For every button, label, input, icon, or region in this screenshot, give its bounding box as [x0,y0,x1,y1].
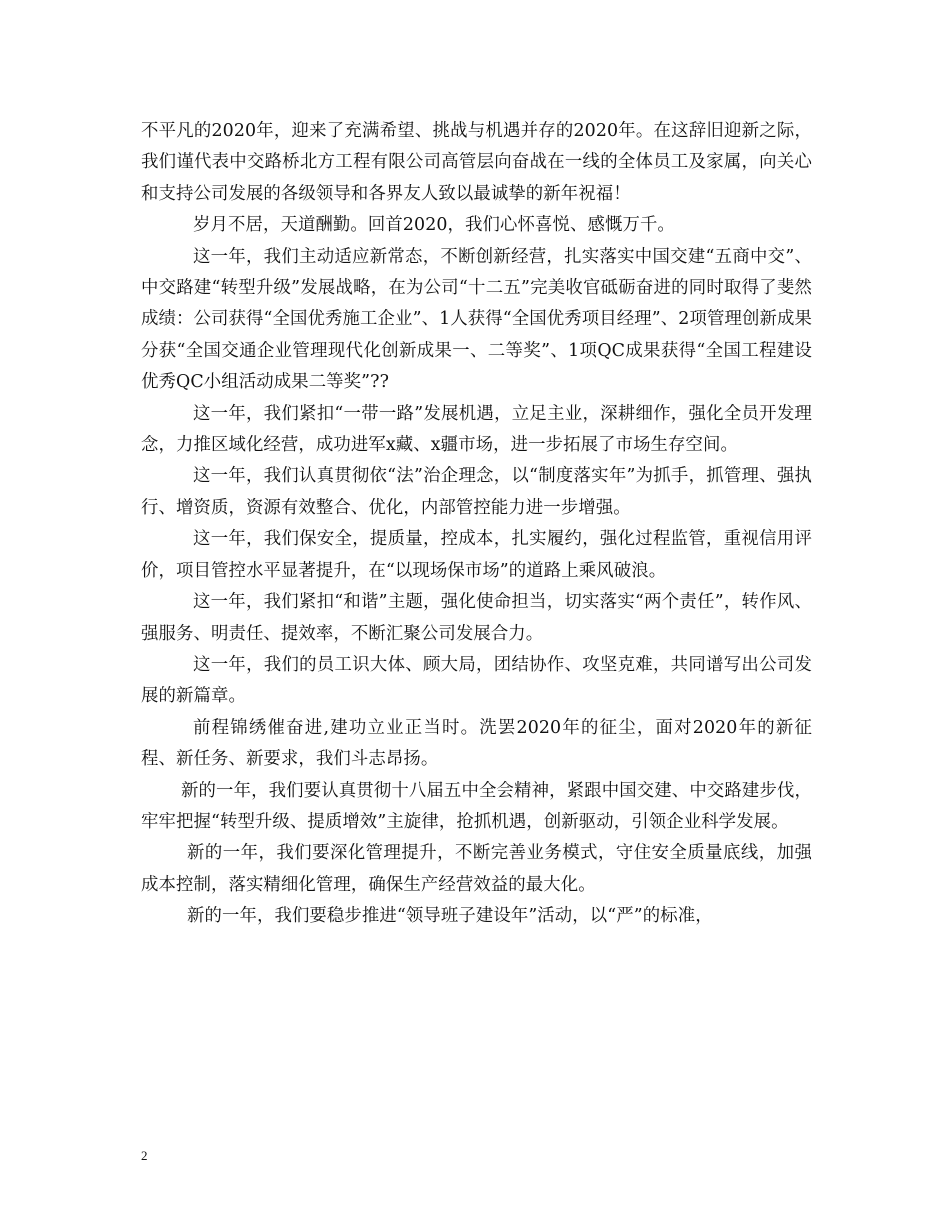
paragraph-10: 新的一年，我们要认真贯彻十八届五中全会精神，紧跟中国交建、中交路建步伐，牢牢把握“转型升级、提质增效”主旋律，抢抓机遇，创新驱动，引领企业科学发展。 [141,780,812,832]
paragraph-9: 前程锦绣催奋进,建功立业正当时。洗罢2020年的征尘，面对2020年的新征程、新任务、新要求，我们斗志昂扬。 [141,717,812,770]
document-body [141,116,812,933]
paragraph-12: 新的一年，我们要稳步推进“领导班子建设年”活动，以“严”的标准， [187,906,713,927]
paragraph-3: 这一年，我们主动适应新常态，不断创新经营，扎实落实中国交建“五商中交”、中交路建“转型升级”发展战略，在为公司“十二五”完美收官砥砺奋进的同时取得了斐然成绩：公司获得“全国优秀施工企业”、1人获得“全国优秀项目经理”、2项管理创新成果分获“全国交通企业管理现代化创新成果一、二等奖”、1项QC成果获得“全国工程建设优秀QC小组活动成果二等奖”?? [141,246,812,393]
paragraph-7: 这一年，我们紧扣“和谐”主题，强化使命担当，切实落实“两个责任”，转作风、强服务、明责任、提效率，不断汇聚公司发展合力。 [141,592,812,644]
paragraph-1: 不平凡的2020年，迎来了充满希望、挑战与机遇并存的2020年。在这辞旧迎新之际，我们谨代表中交路桥北方工程有限公司高管层向奋战在一线的全体员工及家属，向关心和支持公司发展的各级领导和各界友人致以最诚挚的新年祝福！ [141,121,812,204]
paragraph-5: 这一年，我们认真贯彻依“法”治企理念，以“制度落实年”为抓手，抓管理、强执行、增资质，资源有效整合、优化，内部管控能力进一步增强。 [141,466,812,518]
paragraph-6: 这一年，我们保安全，提质量，控成本，扎实履约，强化过程监管，重视信用评价，项目管控水平显著提升，在“以现场保市场”的道路上乘风破浪。 [141,529,812,581]
paragraph-8: 这一年，我们的员工识大体、顾大局，团结协作、攻坚克难，共同谱写出公司发展的新篇章。 [141,654,812,707]
page-number: 2 [141,1148,148,1163]
paragraph-4: 这一年，我们紧扣“一带一路”发展机遇，立足主业，深耕细作，强化全员开发理念，力推区域化经营，成功进军x藏、x疆市场，进一步拓展了市场生存空间。 [141,403,812,456]
paragraph-11: 新的一年，我们要深化管理提升，不断完善业务模式，守住安全质量底线，加强成本控制，落实精细化管理，确保生产经营效益的最大化。 [141,843,812,895]
paragraph-2: 岁月不居，天道酬勤。回首2020，我们心怀喜悦、感慨万千。 [193,215,675,236]
